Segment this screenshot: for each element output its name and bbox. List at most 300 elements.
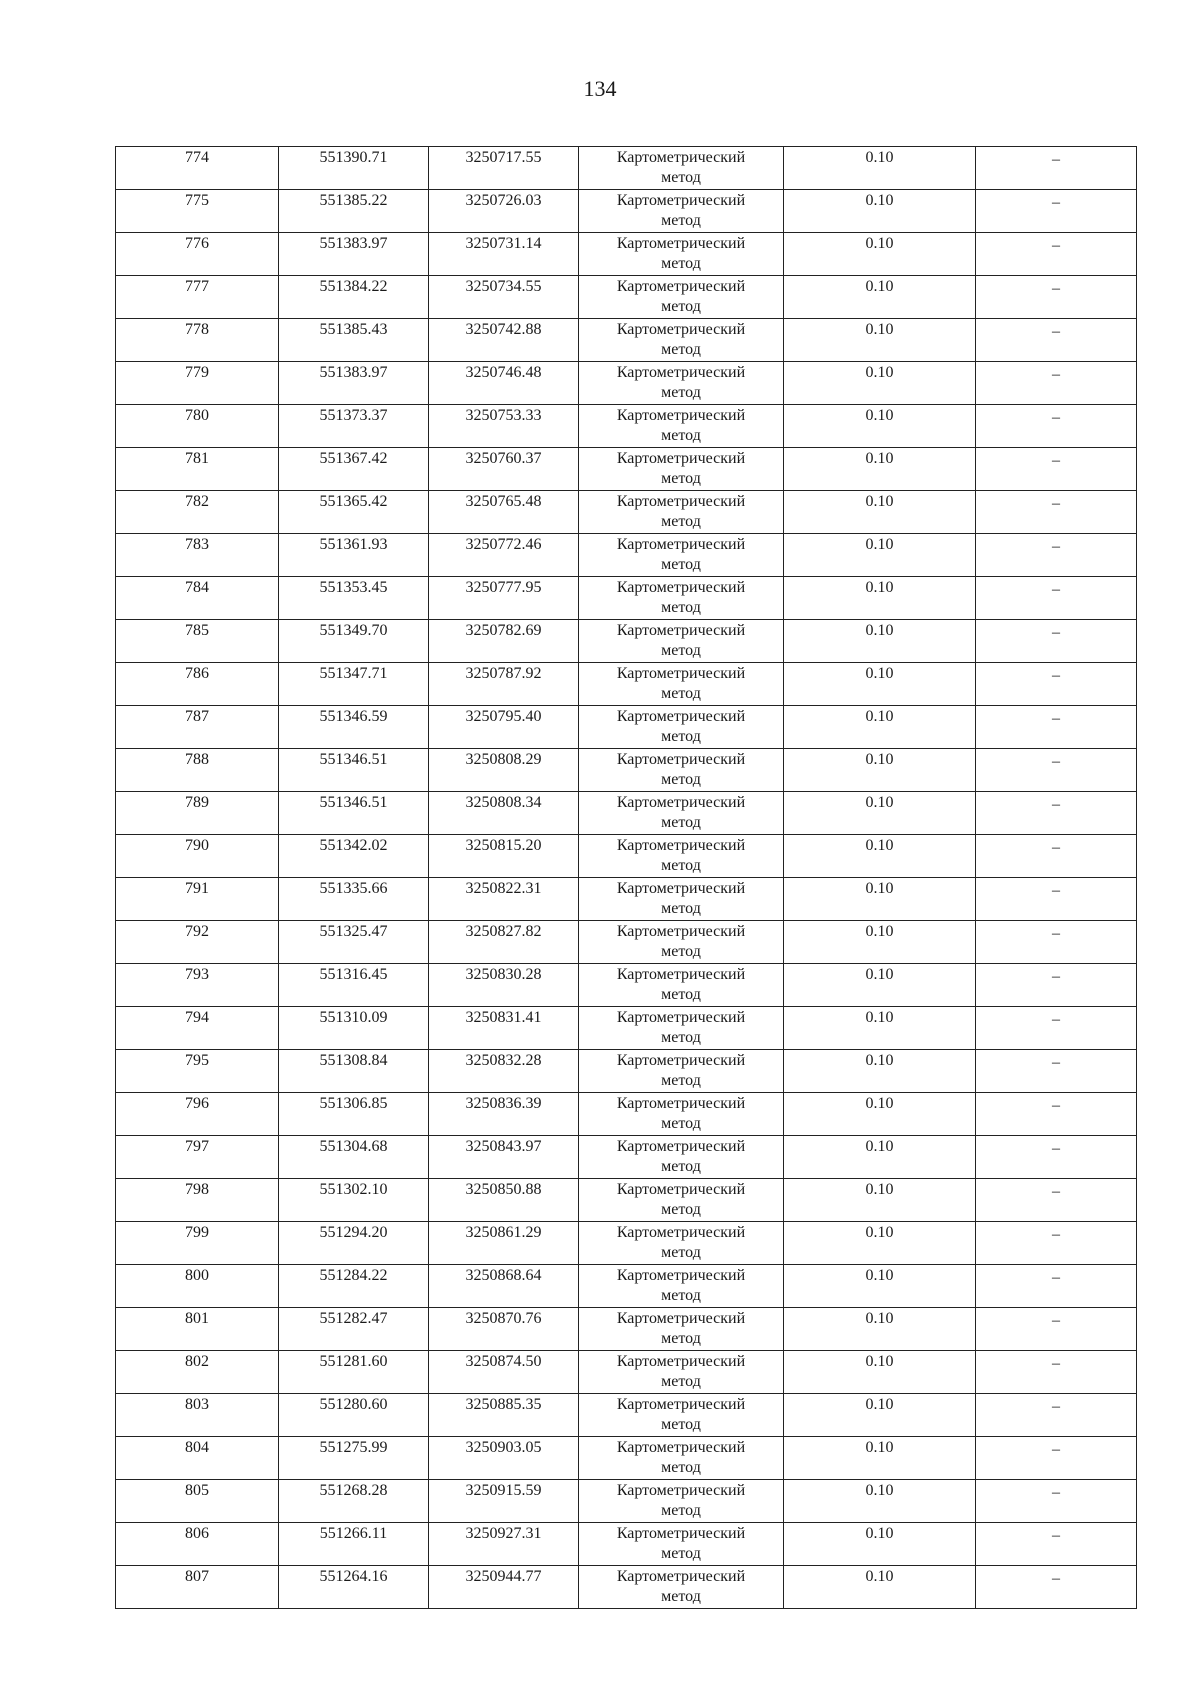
point-number-cell: 777 — [116, 276, 279, 319]
note-cell: – — [976, 1351, 1137, 1394]
table-row — [116, 792, 1137, 835]
y-coordinate-cell: 3250830.28 — [429, 964, 579, 1007]
method-label-line2: метод — [661, 1330, 701, 1347]
y-coordinate-cell: 3250850.88 — [429, 1179, 579, 1222]
method-cell — [579, 921, 784, 964]
point-number-cell: 793 — [116, 964, 279, 1007]
y-coordinate-cell: 3250734.55 — [429, 276, 579, 319]
method-cell — [579, 1093, 784, 1136]
method-cell — [579, 1566, 784, 1609]
method-label-line2: метод — [661, 728, 701, 745]
point-number-cell: 789 — [116, 792, 279, 835]
accuracy-cell: 0.10 — [784, 878, 976, 921]
page-number: 134 — [583, 76, 617, 101]
point-number-cell: 779 — [116, 362, 279, 405]
y-coordinate-cell: 3250808.34 — [429, 792, 579, 835]
accuracy-cell: 0.10 — [784, 190, 976, 233]
table-row — [116, 663, 1137, 706]
method-label-line2: метод — [661, 771, 701, 788]
method-cell — [579, 1179, 784, 1222]
accuracy-cell: 0.10 — [784, 233, 976, 276]
note-cell: – — [976, 190, 1137, 233]
accuracy-cell: 0.10 — [784, 1394, 976, 1437]
method-label-line2: метод — [661, 814, 701, 831]
method-label-line1: Картометрический — [616, 235, 746, 252]
note-cell: – — [976, 1480, 1137, 1523]
method-label-line2: метод — [661, 470, 701, 487]
note-cell: – — [976, 276, 1137, 319]
method-label-line2: метод — [661, 599, 701, 616]
accuracy-cell: 0.10 — [784, 1351, 976, 1394]
table-row — [116, 147, 1137, 190]
y-coordinate-cell: 3250870.76 — [429, 1308, 579, 1351]
accuracy-cell: 0.10 — [784, 1265, 976, 1308]
note-cell: – — [976, 1523, 1137, 1566]
point-number-cell: 801 — [116, 1308, 279, 1351]
table-row — [116, 1523, 1137, 1566]
method-label-line2: метод — [661, 986, 701, 1003]
x-coordinate-cell: 551302.10 — [279, 1179, 429, 1222]
method-label-line2: метод — [661, 169, 701, 186]
x-coordinate-cell: 551346.51 — [279, 792, 429, 835]
point-number-cell: 791 — [116, 878, 279, 921]
accuracy-cell: 0.10 — [784, 706, 976, 749]
method-label-line2: метод — [661, 384, 701, 401]
method-label-line1: Картометрический — [616, 1396, 746, 1413]
note-cell: – — [976, 362, 1137, 405]
y-coordinate-cell: 3250885.35 — [429, 1394, 579, 1437]
method-label-line1: Картометрический — [616, 837, 746, 854]
accuracy-cell: 0.10 — [784, 749, 976, 792]
point-number-cell: 781 — [116, 448, 279, 491]
y-coordinate-cell: 3250717.55 — [429, 147, 579, 190]
x-coordinate-cell: 551349.70 — [279, 620, 429, 663]
method-label-line2: метод — [661, 1502, 701, 1519]
y-coordinate-cell: 3250772.46 — [429, 534, 579, 577]
x-coordinate-cell: 551385.43 — [279, 319, 429, 362]
method-label-line1: Картометрический — [616, 1009, 746, 1026]
method-cell — [579, 319, 784, 362]
table-row — [116, 1007, 1137, 1050]
point-number-cell: 803 — [116, 1394, 279, 1437]
method-label-line2: метод — [661, 642, 701, 659]
method-label-line2: метод — [661, 427, 701, 444]
y-coordinate-cell: 3250831.41 — [429, 1007, 579, 1050]
x-coordinate-cell: 551281.60 — [279, 1351, 429, 1394]
point-number-cell: 794 — [116, 1007, 279, 1050]
y-coordinate-cell: 3250868.64 — [429, 1265, 579, 1308]
point-number-cell: 798 — [116, 1179, 279, 1222]
x-coordinate-cell: 551346.51 — [279, 749, 429, 792]
point-number-cell: 787 — [116, 706, 279, 749]
method-cell — [579, 792, 784, 835]
accuracy-cell: 0.10 — [784, 1050, 976, 1093]
x-coordinate-cell: 551280.60 — [279, 1394, 429, 1437]
method-cell — [579, 835, 784, 878]
x-coordinate-cell: 551325.47 — [279, 921, 429, 964]
accuracy-cell: 0.10 — [784, 835, 976, 878]
y-coordinate-cell: 3250753.33 — [429, 405, 579, 448]
point-number-cell: 800 — [116, 1265, 279, 1308]
method-cell — [579, 1437, 784, 1480]
note-cell: – — [976, 1007, 1137, 1050]
x-coordinate-cell: 551282.47 — [279, 1308, 429, 1351]
point-number-cell: 795 — [116, 1050, 279, 1093]
x-coordinate-cell: 551342.02 — [279, 835, 429, 878]
note-cell: – — [976, 749, 1137, 792]
x-coordinate-cell: 551353.45 — [279, 577, 429, 620]
table-row — [116, 620, 1137, 663]
accuracy-cell: 0.10 — [784, 792, 976, 835]
method-cell — [579, 1007, 784, 1050]
x-coordinate-cell: 551308.84 — [279, 1050, 429, 1093]
method-label-line2: метод — [661, 685, 701, 702]
method-label-line1: Картометрический — [616, 579, 746, 596]
point-number-cell: 785 — [116, 620, 279, 663]
accuracy-cell: 0.10 — [784, 577, 976, 620]
method-label-line2: метод — [661, 1072, 701, 1089]
table-row — [116, 964, 1137, 1007]
method-label-line2: метод — [661, 1545, 701, 1562]
method-label-line1: Картометрический — [616, 1181, 746, 1198]
y-coordinate-cell: 3250742.88 — [429, 319, 579, 362]
method-label-line2: метод — [661, 298, 701, 315]
y-coordinate-cell: 3250827.82 — [429, 921, 579, 964]
table-row — [116, 1222, 1137, 1265]
method-label-line2: метод — [661, 1287, 701, 1304]
method-label-line2: метод — [661, 857, 701, 874]
table-row — [116, 491, 1137, 534]
note-cell: – — [976, 921, 1137, 964]
accuracy-cell: 0.10 — [784, 448, 976, 491]
y-coordinate-cell: 3250874.50 — [429, 1351, 579, 1394]
method-cell — [579, 362, 784, 405]
method-label-line1: Картометрический — [616, 622, 746, 639]
method-label-line1: Картометрический — [616, 966, 746, 983]
note-cell: – — [976, 233, 1137, 276]
accuracy-cell: 0.10 — [784, 1437, 976, 1480]
point-number-cell: 804 — [116, 1437, 279, 1480]
method-cell — [579, 1523, 784, 1566]
method-cell — [579, 1265, 784, 1308]
note-cell: – — [976, 577, 1137, 620]
point-number-cell: 782 — [116, 491, 279, 534]
method-label-line2: метод — [661, 341, 701, 358]
note-cell: – — [976, 534, 1137, 577]
point-number-cell: 786 — [116, 663, 279, 706]
note-cell: – — [976, 491, 1137, 534]
point-number-cell: 792 — [116, 921, 279, 964]
x-coordinate-cell: 551365.42 — [279, 491, 429, 534]
note-cell: – — [976, 319, 1137, 362]
method-label-line1: Картометрический — [616, 149, 746, 166]
method-cell — [579, 1394, 784, 1437]
point-number-cell: 802 — [116, 1351, 279, 1394]
method-label-line1: Картометрический — [616, 450, 746, 467]
y-coordinate-cell: 3250787.92 — [429, 663, 579, 706]
y-coordinate-cell: 3250795.40 — [429, 706, 579, 749]
method-label-line1: Картометрический — [616, 321, 746, 338]
note-cell: – — [976, 405, 1137, 448]
y-coordinate-cell: 3250927.31 — [429, 1523, 579, 1566]
y-coordinate-cell: 3250822.31 — [429, 878, 579, 921]
point-number-cell: 778 — [116, 319, 279, 362]
point-number-cell: 784 — [116, 577, 279, 620]
method-label-line2: метод — [661, 943, 701, 960]
method-label-line1: Картометрический — [616, 794, 746, 811]
table-row — [116, 534, 1137, 577]
method-label-line1: Картометрический — [616, 493, 746, 510]
table-row — [116, 362, 1137, 405]
table-row — [116, 706, 1137, 749]
table-row — [116, 878, 1137, 921]
point-number-cell: 806 — [116, 1523, 279, 1566]
method-label-line1: Картометрический — [616, 1224, 746, 1241]
note-cell: – — [976, 964, 1137, 1007]
x-coordinate-cell: 551266.11 — [279, 1523, 429, 1566]
x-coordinate-cell: 551373.37 — [279, 405, 429, 448]
accuracy-cell: 0.10 — [784, 1566, 976, 1609]
point-number-cell: 805 — [116, 1480, 279, 1523]
note-cell: – — [976, 706, 1137, 749]
x-coordinate-cell: 551346.59 — [279, 706, 429, 749]
note-cell: – — [976, 620, 1137, 663]
method-label-line2: метод — [661, 1373, 701, 1390]
method-label-line2: метод — [661, 1244, 701, 1261]
table-row — [116, 1480, 1137, 1523]
y-coordinate-cell: 3250944.77 — [429, 1566, 579, 1609]
method-label-line2: метод — [661, 1029, 701, 1046]
method-label-line2: метод — [661, 1588, 701, 1605]
point-number-cell: 780 — [116, 405, 279, 448]
method-label-line1: Картометрический — [616, 880, 746, 897]
method-label-line1: Картометрический — [616, 1138, 746, 1155]
table-row — [116, 405, 1137, 448]
y-coordinate-cell: 3250726.03 — [429, 190, 579, 233]
method-label-line2: метод — [661, 900, 701, 917]
x-coordinate-cell: 551383.97 — [279, 233, 429, 276]
accuracy-cell: 0.10 — [784, 1093, 976, 1136]
x-coordinate-cell: 551367.42 — [279, 448, 429, 491]
x-coordinate-cell: 551390.71 — [279, 147, 429, 190]
table-row — [116, 1351, 1137, 1394]
y-coordinate-cell: 3250832.28 — [429, 1050, 579, 1093]
y-coordinate-cell: 3250903.05 — [429, 1437, 579, 1480]
method-label-line1: Картометрический — [616, 1052, 746, 1069]
method-cell — [579, 534, 784, 577]
method-label-line1: Картометрический — [616, 751, 746, 768]
y-coordinate-cell: 3250843.97 — [429, 1136, 579, 1179]
method-label-line2: метод — [661, 212, 701, 229]
method-cell — [579, 749, 784, 792]
note-cell: – — [976, 1566, 1137, 1609]
method-label-line1: Картометрический — [616, 1482, 746, 1499]
x-coordinate-cell: 551284.22 — [279, 1265, 429, 1308]
point-number-cell: 807 — [116, 1566, 279, 1609]
table-row — [116, 190, 1137, 233]
table-row — [116, 1566, 1137, 1609]
method-label-line1: Картометрический — [616, 278, 746, 295]
x-coordinate-cell: 551294.20 — [279, 1222, 429, 1265]
x-coordinate-cell: 551268.28 — [279, 1480, 429, 1523]
y-coordinate-cell: 3250808.29 — [429, 749, 579, 792]
method-cell — [579, 1308, 784, 1351]
x-coordinate-cell: 551347.71 — [279, 663, 429, 706]
method-label-line1: Картометрический — [616, 1267, 746, 1284]
note-cell: – — [976, 1179, 1137, 1222]
table-row — [116, 921, 1137, 964]
accuracy-cell: 0.10 — [784, 534, 976, 577]
method-label-line1: Картометрический — [616, 1439, 746, 1456]
table-row — [116, 319, 1137, 362]
note-cell: – — [976, 1050, 1137, 1093]
method-label-line1: Картометрический — [616, 192, 746, 209]
accuracy-cell: 0.10 — [784, 1136, 976, 1179]
note-cell: – — [976, 663, 1137, 706]
method-label-line2: метод — [661, 1158, 701, 1175]
x-coordinate-cell: 551316.45 — [279, 964, 429, 1007]
method-cell — [579, 620, 784, 663]
accuracy-cell: 0.10 — [784, 276, 976, 319]
accuracy-cell: 0.10 — [784, 491, 976, 534]
y-coordinate-cell: 3250731.14 — [429, 233, 579, 276]
accuracy-cell: 0.10 — [784, 1523, 976, 1566]
x-coordinate-cell: 551361.93 — [279, 534, 429, 577]
method-label-line2: метод — [661, 1201, 701, 1218]
x-coordinate-cell: 551310.09 — [279, 1007, 429, 1050]
point-number-cell: 796 — [116, 1093, 279, 1136]
y-coordinate-cell: 3250836.39 — [429, 1093, 579, 1136]
method-cell — [579, 1136, 784, 1179]
table-row — [116, 1050, 1137, 1093]
accuracy-cell: 0.10 — [784, 1480, 976, 1523]
accuracy-cell: 0.10 — [784, 362, 976, 405]
x-coordinate-cell: 551304.68 — [279, 1136, 429, 1179]
y-coordinate-cell: 3250915.59 — [429, 1480, 579, 1523]
x-coordinate-cell: 551264.16 — [279, 1566, 429, 1609]
y-coordinate-cell: 3250777.95 — [429, 577, 579, 620]
table-row — [116, 577, 1137, 620]
table-row — [116, 1394, 1137, 1437]
accuracy-cell: 0.10 — [784, 1308, 976, 1351]
method-label-line2: метод — [661, 255, 701, 272]
method-cell — [579, 190, 784, 233]
point-number-cell: 797 — [116, 1136, 279, 1179]
table-row — [116, 1308, 1137, 1351]
x-coordinate-cell: 551275.99 — [279, 1437, 429, 1480]
method-cell — [579, 878, 784, 921]
method-cell — [579, 1050, 784, 1093]
note-cell: – — [976, 147, 1137, 190]
method-cell — [579, 663, 784, 706]
note-cell: – — [976, 792, 1137, 835]
method-label-line1: Картометрический — [616, 1095, 746, 1112]
y-coordinate-cell: 3250746.48 — [429, 362, 579, 405]
method-label-line2: метод — [661, 1115, 701, 1132]
point-number-cell: 783 — [116, 534, 279, 577]
method-cell — [579, 405, 784, 448]
method-label-line1: Картометрический — [616, 364, 746, 381]
accuracy-cell: 0.10 — [784, 1222, 976, 1265]
accuracy-cell: 0.10 — [784, 405, 976, 448]
method-label-line1: Картометрический — [616, 407, 746, 424]
accuracy-cell: 0.10 — [784, 1007, 976, 1050]
method-label-line1: Картометрический — [616, 923, 746, 940]
x-coordinate-cell: 551384.22 — [279, 276, 429, 319]
note-cell: – — [976, 448, 1137, 491]
method-label-line2: метод — [661, 1416, 701, 1433]
table-row — [116, 448, 1137, 491]
note-cell: – — [976, 1265, 1137, 1308]
table-row — [116, 835, 1137, 878]
accuracy-cell: 0.10 — [784, 921, 976, 964]
accuracy-cell: 0.10 — [784, 147, 976, 190]
x-coordinate-cell: 551335.66 — [279, 878, 429, 921]
y-coordinate-cell: 3250815.20 — [429, 835, 579, 878]
point-number-cell: 799 — [116, 1222, 279, 1265]
note-cell: – — [976, 835, 1137, 878]
note-cell: – — [976, 1093, 1137, 1136]
method-label-line1: Картометрический — [616, 1568, 746, 1585]
note-cell: – — [976, 1437, 1137, 1480]
method-label-line1: Картометрический — [616, 536, 746, 553]
method-cell — [579, 577, 784, 620]
method-label-line1: Картометрический — [616, 665, 746, 682]
accuracy-cell: 0.10 — [784, 964, 976, 1007]
point-number-cell: 774 — [116, 147, 279, 190]
method-cell — [579, 706, 784, 749]
accuracy-cell: 0.10 — [784, 1179, 976, 1222]
x-coordinate-cell: 551306.85 — [279, 1093, 429, 1136]
table-row — [116, 1265, 1137, 1308]
accuracy-cell: 0.10 — [784, 620, 976, 663]
table-row — [116, 1437, 1137, 1480]
method-cell — [579, 1222, 784, 1265]
method-label-line1: Картометрический — [616, 708, 746, 725]
point-number-cell: 775 — [116, 190, 279, 233]
method-cell — [579, 491, 784, 534]
y-coordinate-cell: 3250760.37 — [429, 448, 579, 491]
x-coordinate-cell: 551383.97 — [279, 362, 429, 405]
note-cell: – — [976, 878, 1137, 921]
y-coordinate-cell: 3250861.29 — [429, 1222, 579, 1265]
method-cell — [579, 964, 784, 1007]
table-body — [116, 147, 1137, 1609]
table-row — [116, 1179, 1137, 1222]
note-cell: – — [976, 1222, 1137, 1265]
accuracy-cell: 0.10 — [784, 663, 976, 706]
table-row — [116, 233, 1137, 276]
method-label-line2: метод — [661, 513, 701, 530]
table-row — [116, 1093, 1137, 1136]
point-number-cell: 788 — [116, 749, 279, 792]
method-cell — [579, 1480, 784, 1523]
y-coordinate-cell: 3250782.69 — [429, 620, 579, 663]
x-coordinate-cell: 551385.22 — [279, 190, 429, 233]
table-row — [116, 749, 1137, 792]
method-label-line1: Картометрический — [616, 1310, 746, 1327]
point-number-cell: 790 — [116, 835, 279, 878]
coordinates-table — [115, 146, 1137, 1609]
table-row — [116, 1136, 1137, 1179]
method-cell — [579, 233, 784, 276]
note-cell: – — [976, 1394, 1137, 1437]
point-number-cell: 776 — [116, 233, 279, 276]
method-cell — [579, 276, 784, 319]
note-cell: – — [976, 1308, 1137, 1351]
note-cell: – — [976, 1136, 1137, 1179]
y-coordinate-cell: 3250765.48 — [429, 491, 579, 534]
